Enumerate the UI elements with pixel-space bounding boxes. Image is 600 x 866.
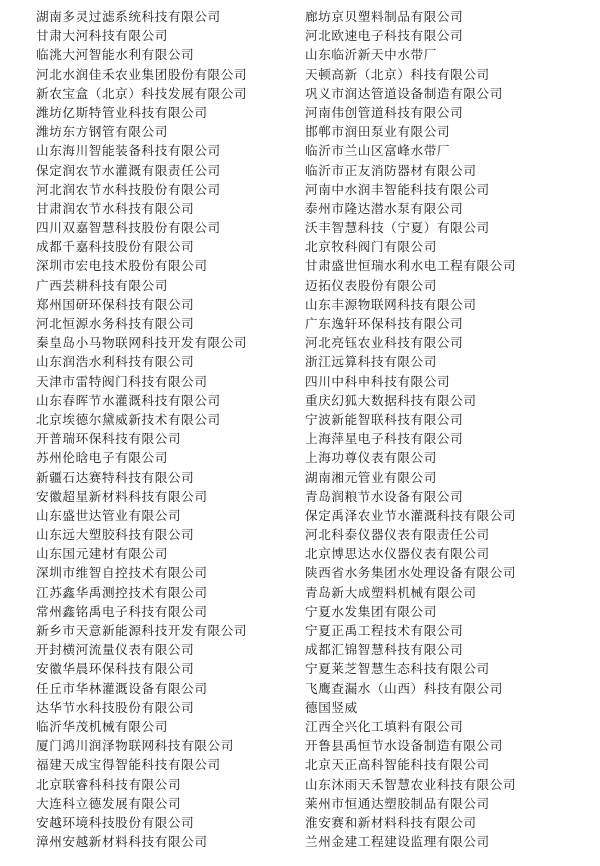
company-name: 兰州金建工程建设监理有限公司 <box>305 834 490 850</box>
company-name: 广东逸轩环保科技有限公司 <box>305 316 464 331</box>
company-name: 山东沐雨天禾智慧农业科技有限公司 <box>305 776 517 792</box>
company-name: 大连科立德发展有限公司 <box>36 795 182 811</box>
company-name: 任丘市华林灌溉设备有限公司 <box>36 680 208 696</box>
company-name: 巩义市润达管道设备制造有限公司 <box>305 85 503 101</box>
company-name: 临洮大河智能水利有限公司 <box>36 47 195 63</box>
company-name: 漳州安越新材料科技有限公司 <box>36 834 208 850</box>
company-name: 河南中水润丰智能科技有限公司 <box>305 181 490 197</box>
company-name: 河北科泰仪器仪表有限责任公司 <box>305 527 490 543</box>
company-name: 迈拓仪表股份有限公司 <box>305 277 437 293</box>
left-company-column <box>36 7 298 851</box>
company-name: 临沂市正友消防器材有限公司 <box>305 162 477 178</box>
company-name: 开鲁县禹恒节水设备制造有限公司 <box>305 738 503 754</box>
company-name: 深圳市宏电技术股份有限公司 <box>36 258 208 274</box>
company-name: 浙江远算科技有限公司 <box>305 354 437 370</box>
company-name: 开普瑞环保科技有限公司 <box>36 431 182 447</box>
company-name: 北京埃德尔黛威新技术有限公司 <box>36 411 221 427</box>
company-name: 山东临沂新天中水带厂 <box>305 47 437 63</box>
company-name: 保定禹泽农业节水灌溉科技有限公司 <box>305 507 517 523</box>
company-name: 安徽超星新材料科技有限公司 <box>36 488 208 504</box>
company-name: 临沂市兰山区富峰水带厂 <box>305 143 451 159</box>
company-name: 深圳市维智自控技术有限公司 <box>36 565 208 581</box>
company-name: 常州鑫铭禹电子科技有限公司 <box>36 603 208 619</box>
company-name: 淮安赛和新材料科技有限公司 <box>305 814 477 830</box>
company-name: 安徽华晨环保科技有限公司 <box>36 661 195 677</box>
company-name: 宁夏水发集团有限公司 <box>305 603 437 619</box>
company-name: 甘肃大河科技有限公司 <box>36 28 168 44</box>
company-name: 重庆幻狐大数据科技有限公司 <box>305 392 477 408</box>
company-name: 上海功尊仪表有限公司 <box>305 450 437 466</box>
company-name: 莱州市恒通达塑胶制品有限公司 <box>305 795 490 811</box>
company-name: 山东海川智能装备科技有限公司 <box>36 143 221 159</box>
company-name: 四川双嘉智慧科技股份有限公司 <box>36 220 221 236</box>
company-name: 达华节水科技股份有限公司 <box>36 699 195 715</box>
company-name: 湖南湘元管业有限公司 <box>305 469 437 485</box>
company-name: 保定润农节水灌溉有限责任公司 <box>36 162 221 178</box>
right-company-column <box>305 7 595 851</box>
company-name: 甘肃润农节水科技有限公司 <box>36 200 195 216</box>
company-name: 秦皇岛小马物联网科技开发有限公司 <box>36 335 248 351</box>
company-name: 苏州伦晗电子有限公司 <box>36 450 168 466</box>
company-name: 河北水润佳禾农业集团股份有限公司 <box>36 66 248 82</box>
company-name: 开封横河流量仪表有限公司 <box>36 642 195 658</box>
company-name: 山东润浩水利科技有限公司 <box>36 354 195 370</box>
company-name: 成都汇锦智慧科技有限公司 <box>305 642 464 658</box>
company-name: 河北润农节水科技股份有限公司 <box>36 181 221 197</box>
company-name: 潍坊东方钢管有限公司 <box>36 124 168 140</box>
company-name: 新疆石达赛特科技有限公司 <box>36 469 195 485</box>
company-name: 廊坊京贝塑料制品有限公司 <box>305 9 464 24</box>
company-name: 成都千嘉科技股份有限公司 <box>36 239 195 255</box>
company-name: 临沂华茂机械有限公司 <box>36 718 168 734</box>
company-name: 天津市雷特阀门科技有限公司 <box>36 373 208 389</box>
company-name: 泰州市隆达潜水泵有限公司 <box>305 200 464 216</box>
company-name: 陕西省水务集团水处理设备有限公司 <box>305 565 517 581</box>
company-name: 河北欧速电子科技有限公司 <box>305 28 464 44</box>
company-name: 潍坊亿斯特管业科技有限公司 <box>36 104 208 120</box>
company-name: 山东春晖节水灌溉科技有限公司 <box>36 392 221 408</box>
company-name: 山东盛世达管业有限公司 <box>36 507 182 523</box>
company-name: 德国竖威 <box>305 699 358 715</box>
company-name: 河北亮钰农业科技有限公司 <box>305 335 464 351</box>
company-name: 湖南多灵过滤系统科技有限公司 <box>36 9 221 24</box>
company-name: 沃丰智慧科技（宁夏）有限公司 <box>305 220 490 236</box>
company-name: 邯郸市润田泵业有限公司 <box>305 124 451 140</box>
company-name: 江西全兴化工填料有限公司 <box>305 718 464 734</box>
company-name: 北京天正高科智能科技有限公司 <box>305 757 490 773</box>
company-name: 厦门鸿川润泽物联网科技有限公司 <box>36 738 234 754</box>
company-name: 广西芸耕科技有限公司 <box>36 277 168 293</box>
company-name: 四川中科申科技有限公司 <box>305 373 451 389</box>
company-name: 甘肃盛世恒瑞水利水电工程有限公司 <box>305 258 517 274</box>
company-name: 河北恒源水务科技有限公司 <box>36 316 195 331</box>
company-name: 福建天成宝得智能科技有限公司 <box>36 757 221 773</box>
company-name: 河南伟创管道科技有限公司 <box>305 104 464 120</box>
company-name: 北京牧科阀门有限公司 <box>305 239 437 255</box>
company-name: 天顿高新（北京）科技有限公司 <box>305 66 490 82</box>
company-name: 郑州国研环保科技有限公司 <box>36 296 195 312</box>
company-name: 上海萍星电子科技有限公司 <box>305 431 464 447</box>
company-name: 青岛润粮节水设备有限公司 <box>305 488 464 504</box>
company-name: 新农宝盒（北京）科技发展有限公司 <box>36 85 248 101</box>
company-name: 安越环境科技股份有限公司 <box>36 814 195 830</box>
company-name: 北京博思达水仪器仪表有限公司 <box>305 546 490 562</box>
company-name: 山东国元建材有限公司 <box>36 546 168 562</box>
company-name: 山东丰源物联网科技有限公司 <box>305 296 477 312</box>
company-name: 青岛新大成塑料机械有限公司 <box>305 584 477 600</box>
company-name: 新乡市天意新能源科技开发有限公司 <box>36 623 248 638</box>
company-name: 北京联睿科科技有限公司 <box>36 776 182 792</box>
company-name: 宁夏莱芝智慧生态科技有限公司 <box>305 661 490 677</box>
company-name: 飞鹰查漏水（山西）科技有限公司 <box>305 680 503 696</box>
company-name: 山东远大塑胶科技有限公司 <box>36 527 195 543</box>
company-name: 宁夏正禹工程技术有限公司 <box>305 623 464 638</box>
company-name: 江苏鑫华禹测控技术有限公司 <box>36 584 208 600</box>
company-name: 宁波新能智联科技有限公司 <box>305 411 464 427</box>
